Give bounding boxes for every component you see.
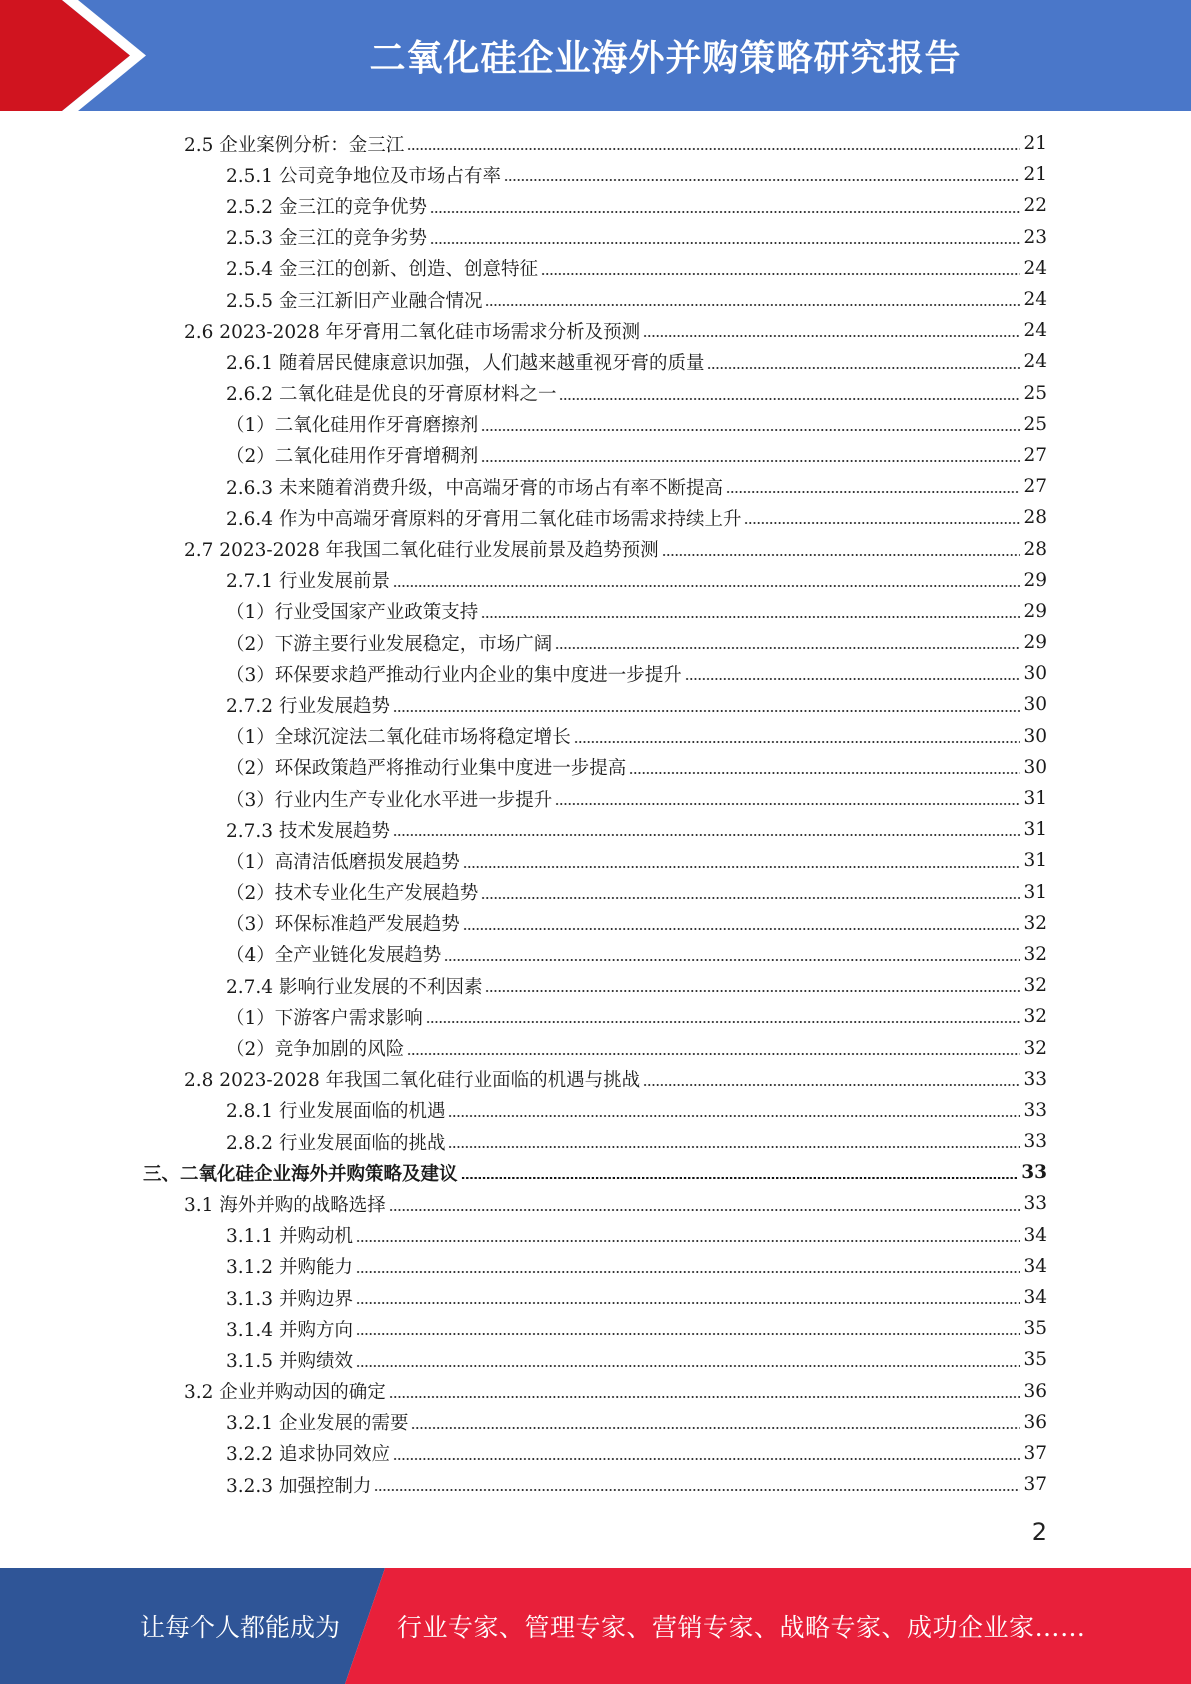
toc-entry-page: 24 xyxy=(1023,289,1047,311)
toc-entry-label: 2.5 企业案例分析：金三江 xyxy=(184,134,405,156)
toc-leader-dots xyxy=(411,1427,1020,1429)
toc-entry[interactable] xyxy=(0,128,1191,159)
toc-leader-dots xyxy=(426,1021,1021,1023)
toc-entry-page: 29 xyxy=(1023,569,1047,591)
toc-entry-label: 2.8 2023-2028 年我国二氧化硅行业面临的机遇与挑战 xyxy=(184,1070,641,1092)
toc-entry-label: （2）二氧化硅用作牙膏增稠剂 xyxy=(226,446,479,468)
toc-entry[interactable] xyxy=(0,565,1191,596)
toc-entry-label: 2.7 2023-2028 年我国二氧化硅行业发展前景及趋势预测 xyxy=(184,540,659,562)
toc-entry-label: 3.1.4 并购方向 xyxy=(226,1319,353,1341)
toc-leader-dots xyxy=(481,460,1020,462)
toc-entry-label: （1）二氧化硅用作牙膏磨擦剂 xyxy=(226,415,479,437)
toc-entry-page: 33 xyxy=(1023,1193,1047,1215)
toc-leader-dots xyxy=(389,1209,1021,1211)
toc-leader-dots xyxy=(430,211,1020,213)
toc-entry-label: 3.1.3 并购边界 xyxy=(226,1288,353,1310)
page-number: 2 xyxy=(1031,1518,1047,1546)
toc-leader-dots xyxy=(448,1115,1020,1117)
header-chevron-icon xyxy=(0,0,160,111)
toc-entry-page: 21 xyxy=(1023,164,1047,186)
toc-entry-label: 2.7.3 技术发展趋势 xyxy=(226,820,390,842)
toc-leader-dots xyxy=(481,616,1020,618)
toc-leader-dots xyxy=(744,522,1020,524)
toc-entry-label: （1）下游客户需求影响 xyxy=(226,1007,423,1029)
toc-entry-page: 33 xyxy=(1021,1162,1047,1184)
toc-leader-dots xyxy=(407,148,1020,150)
toc-entry[interactable] xyxy=(0,1407,1191,1438)
toc-entry-page: 28 xyxy=(1023,507,1047,529)
toc-entry-page: 30 xyxy=(1023,694,1047,716)
toc-entry-label: 2.6.1 随着居民健康意识加强，人们越来越重视牙膏的质量 xyxy=(226,352,705,374)
toc-entry-label: 2.5.3 金三江的竞争劣势 xyxy=(226,228,427,250)
toc-entry-label: 3.1.5 并购绩效 xyxy=(226,1350,353,1372)
toc-leader-dots xyxy=(559,398,1020,400)
toc-entry[interactable] xyxy=(0,378,1191,409)
toc-leader-dots xyxy=(574,741,1021,743)
toc-leader-dots xyxy=(393,834,1020,836)
toc-leader-dots xyxy=(707,367,1020,369)
toc-entry-label: 2.6.4 作为中高端牙膏原料的牙膏用二氧化硅市场需求持续上升 xyxy=(226,508,742,530)
toc-entry-label: 3.1 海外并购的战略选择 xyxy=(184,1194,386,1216)
toc-leader-dots xyxy=(444,959,1020,961)
toc-leader-dots xyxy=(448,1146,1020,1148)
toc-entry-page: 24 xyxy=(1023,320,1047,342)
toc-leader-dots xyxy=(393,585,1020,587)
toc-entry-label: 2.7.1 行业发展前景 xyxy=(226,571,390,593)
page-header xyxy=(0,0,1191,111)
toc-entry[interactable] xyxy=(0,1344,1191,1375)
toc-entry[interactable] xyxy=(0,1313,1191,1344)
toc-leader-dots xyxy=(461,1177,1019,1179)
toc-entry-page: 31 xyxy=(1023,850,1047,872)
toc-leader-dots xyxy=(662,554,1021,556)
toc-leader-dots xyxy=(643,335,1020,337)
toc-entry-page: 35 xyxy=(1023,1318,1047,1340)
toc-entry-page: 25 xyxy=(1023,382,1047,404)
toc-entry[interactable] xyxy=(0,845,1191,876)
document-title: 二氧化硅企业海外并购策略研究报告 xyxy=(369,38,962,79)
toc-entry[interactable] xyxy=(0,284,1191,315)
toc-entry[interactable] xyxy=(0,346,1191,377)
toc-leader-dots xyxy=(555,647,1020,649)
toc-entry-page: 30 xyxy=(1023,725,1047,747)
toc-entry-page: 34 xyxy=(1023,1224,1047,1246)
toc-entry-label: （4）全产业链化发展趋势 xyxy=(226,945,442,967)
toc-entry[interactable] xyxy=(0,939,1191,970)
toc-entry[interactable] xyxy=(0,1188,1191,1219)
toc-entry-label: 2.6 2023-2028 年牙膏用二氧化硅市场需求分析及预测 xyxy=(184,321,641,343)
toc-entry-label: 2.5.2 金三江的竞争优势 xyxy=(226,196,427,218)
toc-entry-label: （2）技术专业化生产发展趋势 xyxy=(226,883,479,905)
toc-leader-dots xyxy=(356,1333,1021,1335)
toc-leader-dots xyxy=(407,1053,1020,1055)
toc-entry[interactable] xyxy=(0,1126,1191,1157)
toc-entry-page: 30 xyxy=(1023,756,1047,778)
toc-leader-dots xyxy=(374,1489,1020,1491)
toc-entry[interactable] xyxy=(0,596,1191,627)
toc-entry-label: 2.7.2 行业发展趋势 xyxy=(226,695,390,717)
footer-slogan-right: 行业专家、管理专家、营销专家、战略专家、成功企业家…… xyxy=(397,1613,1086,1642)
toc-entry-page: 37 xyxy=(1023,1474,1047,1496)
toc-entry-label: （3）行业内生产专业化水平进一步提升 xyxy=(226,789,553,811)
toc-entry-page: 27 xyxy=(1023,476,1047,498)
toc-leader-dots xyxy=(356,1302,1021,1304)
toc-entry-label: （1）行业受国家产业政策支持 xyxy=(226,602,479,624)
toc-entry[interactable] xyxy=(0,315,1191,346)
toc-entry-page: 33 xyxy=(1023,1068,1047,1090)
toc-entry-label: 3.1.2 并购能力 xyxy=(226,1257,353,1279)
toc-entry-label: （3）环保标准趋严发展趋势 xyxy=(226,914,460,936)
toc-entry[interactable] xyxy=(0,1157,1191,1188)
toc-leader-dots xyxy=(481,429,1020,431)
toc-entry[interactable] xyxy=(0,1001,1191,1032)
toc-leader-dots xyxy=(463,866,1021,868)
toc-entry-page: 29 xyxy=(1023,632,1047,654)
page-footer xyxy=(0,1568,1191,1684)
toc-entry-label: （1）高清洁低磨损发展趋势 xyxy=(226,851,460,873)
toc-entry[interactable] xyxy=(0,409,1191,440)
toc-entry-page: 32 xyxy=(1023,912,1047,934)
toc-entry[interactable] xyxy=(0,814,1191,845)
toc-entry-page: 32 xyxy=(1023,1037,1047,1059)
toc-entry-label: （2）竞争加剧的风险 xyxy=(226,1039,405,1061)
toc-entry-page: 31 xyxy=(1023,788,1047,810)
toc-entry-label: 2.8.1 行业发展面临的机遇 xyxy=(226,1101,446,1123)
toc-entry-page: 32 xyxy=(1023,943,1047,965)
toc-entry[interactable] xyxy=(0,1032,1191,1063)
toc-entry-page: 36 xyxy=(1023,1380,1047,1402)
toc-entry[interactable] xyxy=(0,471,1191,502)
toc-entry-label: 2.7.4 影响行业发展的不利因素 xyxy=(226,976,483,998)
toc-entry-label: 3.2.3 加强控制力 xyxy=(226,1475,372,1497)
toc-entry[interactable] xyxy=(0,253,1191,284)
toc-entry[interactable] xyxy=(0,783,1191,814)
toc-entry[interactable] xyxy=(0,970,1191,1001)
toc-entry[interactable] xyxy=(0,1251,1191,1282)
toc-entry-page: 25 xyxy=(1023,413,1047,435)
toc-entry-label: 2.5.1 公司竞争地位及市场占有率 xyxy=(226,165,501,187)
toc-entry[interactable] xyxy=(0,1064,1191,1095)
toc-entry[interactable] xyxy=(0,877,1191,908)
toc-entry[interactable] xyxy=(0,1095,1191,1126)
toc-entry[interactable] xyxy=(0,440,1191,471)
toc-leader-dots xyxy=(504,179,1020,181)
toc-entry-page: 34 xyxy=(1023,1255,1047,1277)
toc-leader-dots xyxy=(356,1271,1021,1273)
toc-leader-dots xyxy=(389,1396,1021,1398)
toc-entry[interactable] xyxy=(0,502,1191,533)
toc-entry-page: 22 xyxy=(1023,195,1047,217)
toc-entry-page: 30 xyxy=(1023,663,1047,685)
toc-entry-label: （1）全球沉淀法二氧化硅市场将稳定增长 xyxy=(226,727,571,749)
toc-entry-label: 3.1.1 并购动机 xyxy=(226,1226,353,1248)
toc-entry[interactable] xyxy=(0,159,1191,190)
toc-entry-page: 28 xyxy=(1023,538,1047,560)
table-of-contents xyxy=(0,128,1191,1500)
toc-leader-dots xyxy=(485,304,1020,306)
toc-entry-page: 33 xyxy=(1023,1099,1047,1121)
toc-leader-dots xyxy=(555,803,1020,805)
toc-entry[interactable] xyxy=(0,689,1191,720)
toc-entry-page: 29 xyxy=(1023,600,1047,622)
toc-leader-dots xyxy=(643,1084,1020,1086)
toc-entry-page: 35 xyxy=(1023,1349,1047,1371)
toc-entry[interactable] xyxy=(0,908,1191,939)
toc-entry-page: 32 xyxy=(1023,975,1047,997)
toc-entry-label: 2.5.5 金三江新旧产业融合情况 xyxy=(226,290,483,312)
toc-entry-label: 3.2.1 企业发展的需要 xyxy=(226,1413,409,1435)
toc-leader-dots xyxy=(485,990,1020,992)
toc-leader-dots xyxy=(541,273,1020,275)
toc-entry[interactable] xyxy=(0,1376,1191,1407)
toc-entry[interactable] xyxy=(0,1469,1191,1500)
toc-entry-label: 三、二氧化硅企业海外并购策略及建议 xyxy=(143,1163,458,1185)
toc-leader-dots xyxy=(356,1240,1021,1242)
toc-entry-label: 2.6.3 未来随着消费升级，中高端牙膏的市场占有率不断提高 xyxy=(226,477,723,499)
toc-entry-label: （2）环保政策趋严将推动行业集中度进一步提高 xyxy=(226,758,627,780)
toc-leader-dots xyxy=(629,772,1020,774)
toc-entry[interactable] xyxy=(0,658,1191,689)
toc-entry-page: 23 xyxy=(1023,226,1047,248)
toc-entry-label: 2.5.4 金三江的创新、创造、创意特征 xyxy=(226,259,538,281)
toc-entry-label: （3）环保要求趋严推动行业内企业的集中度进一步提升 xyxy=(226,664,682,686)
toc-entry[interactable] xyxy=(0,752,1191,783)
toc-entry-label: 2.6.2 二氧化硅是优良的牙膏原材料之一 xyxy=(226,384,557,406)
toc-leader-dots xyxy=(463,928,1021,930)
toc-entry[interactable] xyxy=(0,627,1191,658)
toc-leader-dots xyxy=(726,491,1020,493)
toc-entry-label: （2）下游主要行业发展稳定，市场广阔 xyxy=(226,633,553,655)
toc-entry[interactable] xyxy=(0,533,1191,564)
toc-entry-page: 27 xyxy=(1023,444,1047,466)
toc-entry-label: 2.8.2 行业发展面临的挑战 xyxy=(226,1132,446,1154)
toc-entry-page: 37 xyxy=(1023,1442,1047,1464)
toc-entry-page: 31 xyxy=(1023,819,1047,841)
toc-entry-page: 21 xyxy=(1023,133,1047,155)
toc-leader-dots xyxy=(356,1365,1021,1367)
toc-entry[interactable] xyxy=(0,190,1191,221)
toc-entry-page: 31 xyxy=(1023,881,1047,903)
toc-entry[interactable] xyxy=(0,1220,1191,1251)
toc-entry-page: 36 xyxy=(1023,1411,1047,1433)
toc-entry-page: 24 xyxy=(1023,351,1047,373)
toc-entry-label: 3.2.2 追求协同效应 xyxy=(226,1444,390,1466)
toc-entry[interactable] xyxy=(0,1438,1191,1469)
toc-leader-dots xyxy=(393,1458,1020,1460)
toc-leader-dots xyxy=(481,897,1020,899)
toc-leader-dots xyxy=(685,678,1021,680)
toc-entry[interactable] xyxy=(0,222,1191,253)
toc-leader-dots xyxy=(430,242,1020,244)
toc-entry[interactable] xyxy=(0,721,1191,752)
toc-entry-page: 34 xyxy=(1023,1287,1047,1309)
toc-entry-page: 32 xyxy=(1023,1006,1047,1028)
toc-entry-page: 33 xyxy=(1023,1131,1047,1153)
toc-entry[interactable] xyxy=(0,1282,1191,1313)
footer-slogan-left: 让每个人都能成为 xyxy=(140,1613,341,1642)
toc-entry-page: 24 xyxy=(1023,257,1047,279)
toc-entry-label: 3.2 企业并购动因的确定 xyxy=(184,1382,386,1404)
toc-leader-dots xyxy=(393,710,1020,712)
